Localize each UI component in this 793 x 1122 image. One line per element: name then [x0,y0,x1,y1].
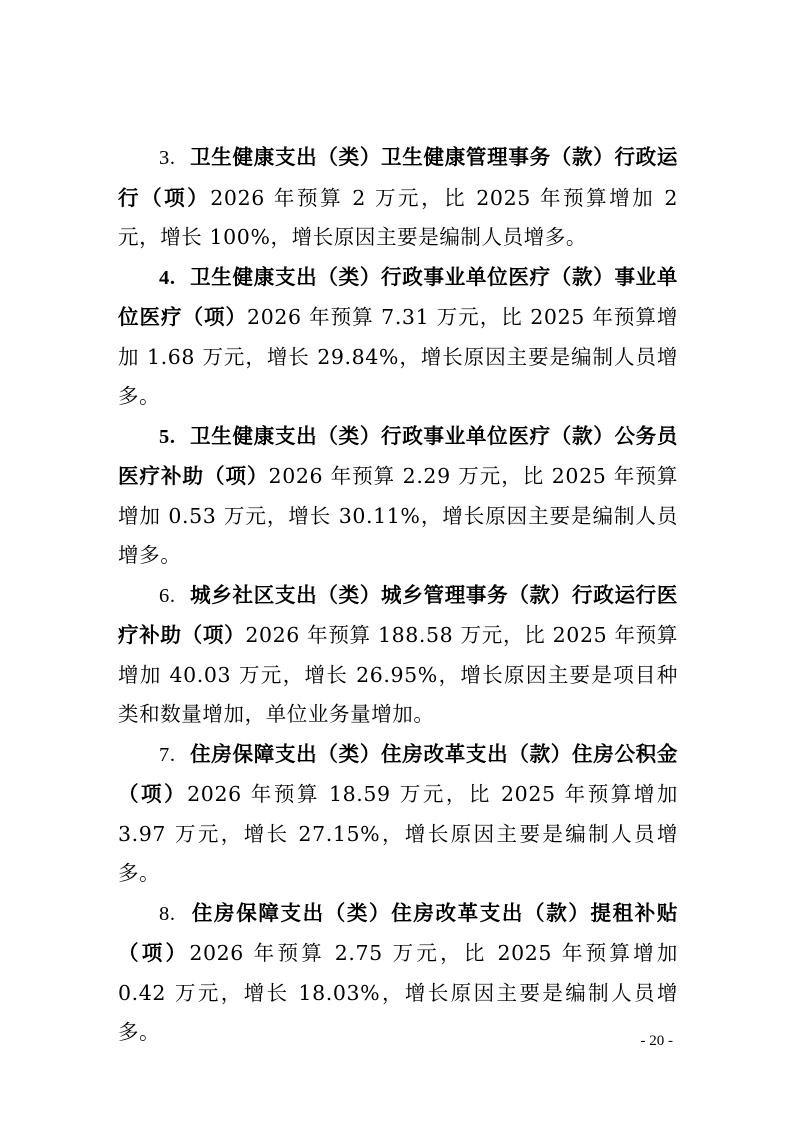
paragraph-item-7 [118,735,678,894]
item-body: 2026 年预算 2 万元，比 2025 年预算增加 2 元，增长 100%，增长原因主要是编制人员增多。 [118,185,679,249]
item-heading: 卫生健康支出（类）行政事业单位医疗（款）事业单位医疗（项） [118,264,678,329]
item-heading: 住房保障支出（类）住房改革支出（款）住房公积金（项） [118,741,678,806]
document-body [118,138,678,1053]
item-heading: 住房保障支出（类）住房改革支出（款）提租补贴（项） [118,900,679,965]
paragraph-item-4 [118,258,678,417]
item-body: 2026 年预算 2.75 万元，比 2025 年预算增加 0.42 万元，增长 18.03%，增长原因主要是编制人员增多。 [118,941,678,1044]
item-number: 6. [159,584,176,607]
item-heading: 城乡社区支出（类）城乡管理事务（款）行政运行医疗补助（项） [118,582,678,647]
item-heading: 卫生健康支出（类）卫生健康管理事务（款）行政运行（项） [118,145,678,210]
item-body: 2026 年预算 7.31 万元，比 2025 年预算增加 1.68 万元，增长 29.84%，增长原因主要是编制人员增多。 [118,305,678,408]
item-body: 2026 年预算 18.59 万元，比 2025 年预算增加 3.97 万元，增长 27.15%，增长原因主要是编制人员增多。 [118,782,678,885]
item-number: 4. [159,266,176,289]
paragraph-item-5 [118,417,678,576]
item-body: 2026 年预算 2.29 万元，比 2025 年预算增加 0.53 万元，增长 30.11%，增长原因主要是编制人员增多。 [118,464,678,567]
paragraph-item-3 [118,138,678,258]
paragraph-item-6 [118,576,678,735]
paragraph-item-8 [118,894,678,1053]
page-number: - 20 - [640,1033,673,1049]
item-number: 8. [159,902,176,925]
item-heading: 卫生健康支出（类）行政事业单位医疗（款）公务员医疗补助（项） [118,423,678,488]
item-body: 2026 年预算 188.58 万元，比 2025 年预算增加 40.03 万元，增长 26.95%，增长原因主要是项目种类和数量增加，单位业务量增加。 [118,623,678,726]
item-number: 5. [159,425,176,448]
item-number: 7. [159,743,176,766]
item-number: 3. [159,147,176,169]
